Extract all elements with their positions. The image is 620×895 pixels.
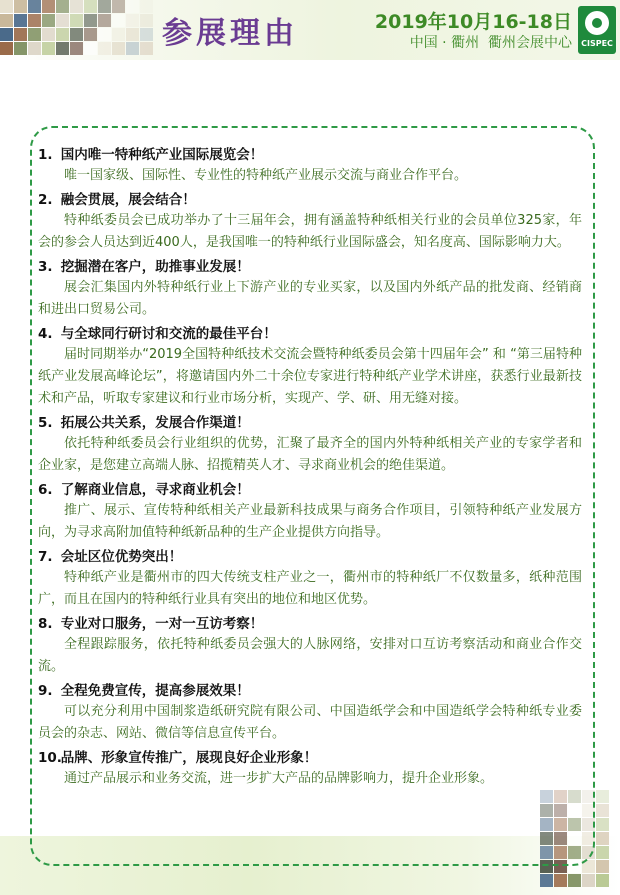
mosaic-tile — [56, 14, 69, 27]
reason-heading — [38, 547, 590, 567]
mosaic-tile — [14, 0, 27, 13]
mosaic-tile — [70, 42, 83, 55]
mosaic-tile — [596, 790, 609, 803]
reason-number: 8. — [38, 616, 53, 632]
mosaic-tile — [140, 42, 153, 55]
reason-number: 2. — [38, 192, 53, 208]
mosaic-tile — [56, 42, 69, 55]
reason-body: 通过产品展示和业务交流，进一步扩大产品的品牌影响力，提升企业形象。 — [64, 771, 494, 786]
mosaic-tile — [126, 14, 139, 27]
mosaic-tile — [70, 0, 83, 13]
mosaic-tile — [98, 0, 111, 13]
location-venue: 衢州会展中心 — [488, 35, 572, 51]
reason-item — [38, 681, 590, 745]
mosaic-tile — [28, 0, 41, 13]
reason-heading — [38, 748, 590, 768]
reason-number: 9. — [38, 683, 53, 699]
mosaic-tile — [42, 42, 55, 55]
mosaic-tile — [84, 42, 97, 55]
mosaic-tile — [0, 28, 13, 41]
mosaic-tile — [28, 42, 41, 55]
mosaic-tile — [140, 14, 153, 27]
reason-number: 1. — [38, 147, 53, 163]
reasons-list — [38, 142, 590, 790]
event-location — [340, 32, 572, 52]
mosaic-tile — [98, 28, 111, 41]
mosaic-tile — [42, 28, 55, 41]
mosaic-tile — [14, 28, 27, 41]
reason-item — [38, 257, 590, 321]
mosaic-tile — [596, 860, 609, 873]
reason-heading-text: 全程免费宣传，提高参展效果！ — [60, 683, 250, 699]
mosaic-tile — [28, 28, 41, 41]
reason-heading-text: 融会贯展，展会结合！ — [60, 192, 196, 208]
reason-item — [38, 748, 590, 790]
mosaic-tile — [98, 14, 111, 27]
reason-heading — [38, 681, 590, 701]
reason-item — [38, 324, 590, 410]
mosaic-tile — [84, 14, 97, 27]
mosaic-tile — [112, 14, 125, 27]
reason-body: 唯一国家级、国际性、专业性的特种纸产业展示交流与商业合作平台。 — [64, 168, 468, 183]
reason-number: 3. — [38, 259, 53, 275]
reason-item — [38, 190, 590, 254]
mosaic-tile — [540, 874, 553, 887]
reason-heading-text: 拓展公共关系，发展合作渠道！ — [60, 415, 250, 431]
mosaic-tile — [0, 14, 13, 27]
reason-item — [38, 547, 590, 611]
mosaic-tile — [596, 818, 609, 831]
reason-heading-text: 国内唯一特种纸产业国际展览会！ — [60, 147, 264, 163]
reason-heading-text: 品牌、形象宣传推广，展现良好企业形象！ — [60, 750, 318, 766]
mosaic-tile — [70, 14, 83, 27]
mosaic-tile — [84, 28, 97, 41]
mosaic-tile — [140, 28, 153, 41]
mosaic-tile — [14, 42, 27, 55]
reason-heading — [38, 413, 590, 433]
cispec-logo — [578, 6, 616, 54]
logo-text: CISPEC — [581, 39, 613, 48]
mosaic-tile — [126, 28, 139, 41]
mosaic-tile — [554, 874, 567, 887]
location-city: 中国 · 衢州 — [409, 35, 480, 51]
event-date: 2019年10月16-18日 — [374, 11, 572, 33]
mosaic-tile — [140, 0, 153, 13]
mosaic-tile — [56, 28, 69, 41]
reason-heading — [38, 324, 590, 344]
reason-number: 7. — [38, 549, 53, 565]
mosaic-tile — [596, 874, 609, 887]
reason-body: 可以充分利用中国制浆造纸研究院有限公司、中国造纸学会和中国造纸学会特种纸专业委员会的杂志、网站、微信等信息宣传平台。 — [38, 704, 582, 741]
reason-heading — [38, 257, 590, 277]
reason-heading — [38, 614, 590, 634]
mosaic-tile — [596, 832, 609, 845]
mosaic-tile — [596, 804, 609, 817]
mosaic-tile — [112, 0, 125, 13]
reason-item — [38, 480, 590, 544]
reason-body: 届时同期举办“2019全国特种纸技术交流会暨特种纸委员会第十四届年会” 和 “第三届特种纸产业发展高峰论坛”，将邀请国内外二十余位专家进行特种纸产业学术讲座，获悉行业最新技术和产品，听取专家建议和行业市场分析，实现产、学、研、用无缝对接。 — [38, 347, 582, 406]
reason-item — [38, 145, 590, 187]
reason-number: 5. — [38, 415, 53, 431]
mosaic-tile — [112, 28, 125, 41]
mosaic-tile — [56, 0, 69, 13]
mosaic-tile — [42, 0, 55, 13]
reason-number: 10. — [38, 750, 62, 766]
mosaic-tile — [596, 846, 609, 859]
eye-icon — [585, 11, 609, 35]
reason-heading-text: 了解商业信息，寻求商业机会！ — [60, 482, 250, 498]
header-banner — [0, 0, 620, 60]
reason-heading-text: 挖掘潜在客户，助推事业发展！ — [60, 259, 250, 275]
reason-item — [38, 413, 590, 477]
reason-heading — [38, 190, 590, 210]
decorative-photo-mosaic-top — [0, 0, 160, 60]
reason-body: 特种纸产业是衢州市的四大传统支柱产业之一，衢州市的特种纸厂不仅数量多，纸种范围广，而且在国内的特种纸行业具有突出的地位和地区优势。 — [38, 570, 582, 607]
reason-number: 6. — [38, 482, 53, 498]
mosaic-tile — [126, 0, 139, 13]
mosaic-tile — [568, 874, 581, 887]
mosaic-tile — [98, 42, 111, 55]
mosaic-tile — [70, 28, 83, 41]
mosaic-tile — [14, 14, 27, 27]
reason-body: 全程跟踪服务，依托特种纸委员会强大的人脉网络，安排对口互访考察活动和商业合作交流。 — [38, 637, 582, 674]
mosaic-tile — [42, 14, 55, 27]
reason-number: 4. — [38, 326, 53, 342]
mosaic-tile — [28, 14, 41, 27]
reason-heading-text: 会址区位优势突出！ — [60, 549, 183, 565]
mosaic-tile — [84, 0, 97, 13]
mosaic-tile — [112, 42, 125, 55]
mosaic-tile — [126, 42, 139, 55]
page-title: 参展理由 — [162, 16, 298, 51]
reason-body: 展会汇集国内外特种纸行业上下游产业的专业买家，以及国内外纸产品的批发商、经销商和进出口贸易公司。 — [38, 280, 582, 317]
reason-body: 推广、展示、宣传特种纸相关产业最新科技成果与商务合作项目，引领特种纸产业发展方向，为寻求高附加值特种纸新品种的生产企业提供方向指导。 — [38, 503, 582, 540]
mosaic-tile — [582, 874, 595, 887]
reason-body: 特种纸委员会已成功举办了十三届年会，拥有涵盖特种纸相关行业的会员单位325家，年会的参会人员达到近400人，是我国唯一的特种纸行业国际盛会，知名度高、国际影响力大。 — [38, 213, 582, 250]
mosaic-tile — [0, 42, 13, 55]
reason-heading-text: 专业对口服务，一对一互访考察！ — [60, 616, 264, 632]
reason-heading — [38, 145, 590, 165]
reason-item — [38, 614, 590, 678]
reason-heading — [38, 480, 590, 500]
reason-heading-text: 与全球同行研讨和交流的最佳平台！ — [60, 326, 277, 342]
mosaic-tile — [0, 0, 13, 13]
reason-body: 依托特种纸委员会行业组织的优势，汇聚了最齐全的国内外特种纸相关产业的专家学者和企业家，是您建立高端人脉、招揽精英人才、寻求商业机会的绝佳渠道。 — [38, 436, 582, 473]
